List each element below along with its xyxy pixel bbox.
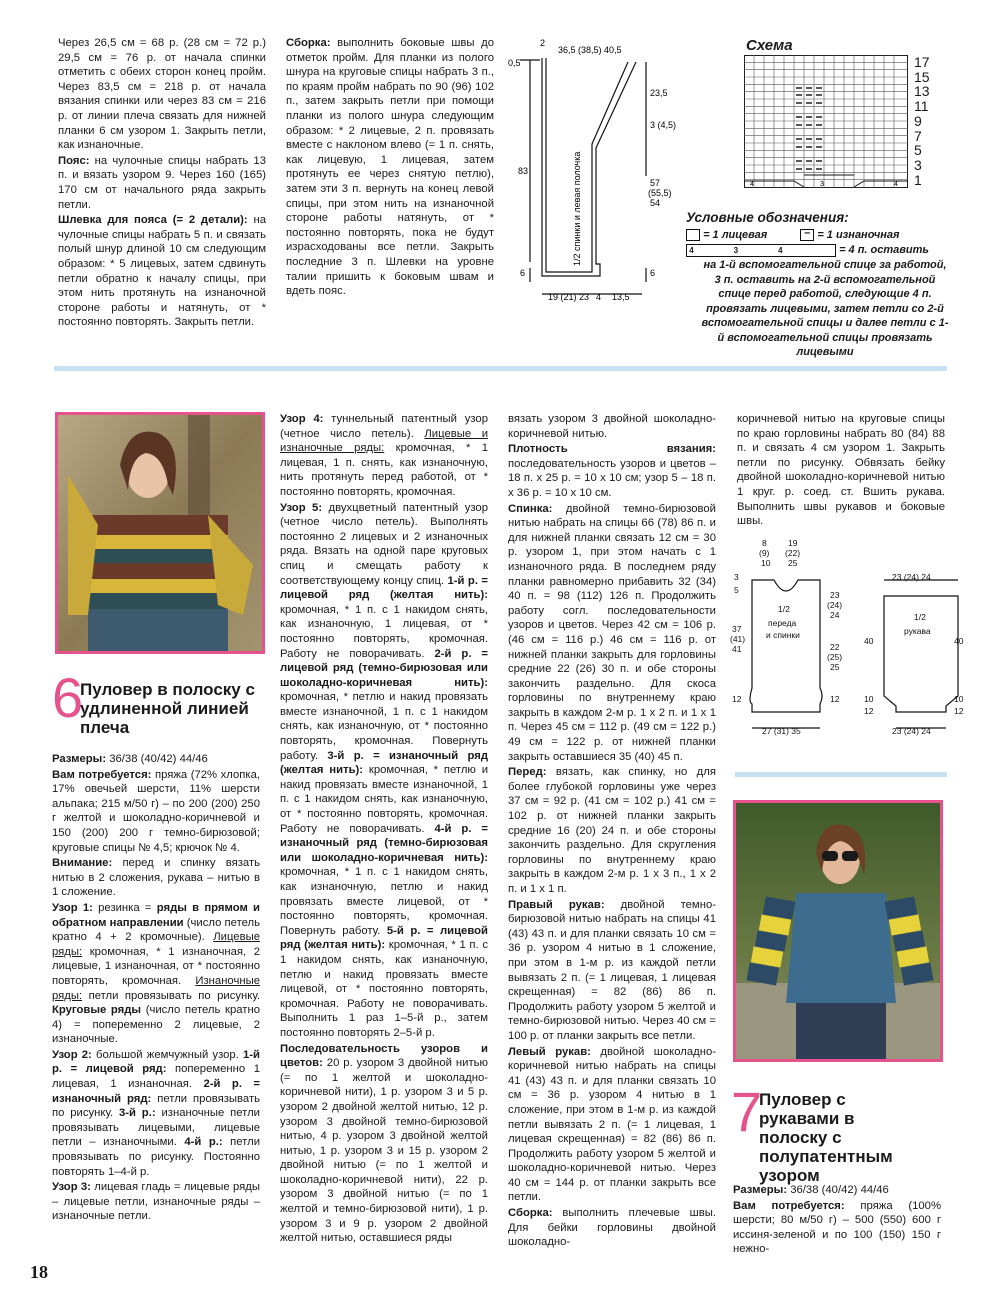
d2-sl-12l: 12 xyxy=(864,706,874,716)
model6-photo-image xyxy=(58,415,262,651)
sizes7-paragraph: Размеры: 36/38 (40/42) 44/46 xyxy=(733,1184,889,1196)
model6-col-1 xyxy=(52,752,260,1225)
legend-row-2: 4 3 4 = 4 п. оставить xyxy=(687,244,929,256)
d2-sl-40l: 40 xyxy=(864,636,874,646)
loop-paragraph: Шлевка для пояса (= 2 детали): на чулочные спицы набрать 5 п. и связать полый шнур длиной 10 см следующим образом: * 5 лицевых, затем сдвинуть петли обратно к началу спицы, при этом нить протянуть на изнаночной стороне работы и натянуть, от * постоянно повторять. Закрыть петли. xyxy=(58,214,266,329)
pattern1-paragraph: Узор 1: резинка = ряды в прямом и обратном направлении (число петель кратно 4 + 2 кромочные). Лицевые ряды: кромочная, * 1 изнаночная, 2 лицевые, 1 изнаночная, от * постоянно повторять, кромочная. Изнаночные ряды: петли провязывать по рисунку. Круговые ряды (число петель кратно 4) = попеременно 2 лицевые, 2 изнаночные. xyxy=(52,901,260,1046)
svg-text:4: 4 xyxy=(750,181,754,188)
model6-col-2 xyxy=(280,412,488,1247)
cable-symbol: 4 3 4 xyxy=(686,244,836,257)
d2-5: 5 xyxy=(734,585,739,595)
schema-title: Схема xyxy=(746,37,793,54)
model7-photo-image xyxy=(736,803,940,1059)
d2-sl-10r: 10 xyxy=(954,694,964,704)
d2-sl-40r: 40 xyxy=(954,636,964,646)
dim-6-right: 6 xyxy=(650,268,656,278)
d2-25p: (25) xyxy=(827,652,843,662)
density-paragraph: Плотность вязания: последовательность узоров и цветов – 18 п. х 25 р. = 10 х 10 см; узор 5 – 18 п. х 36 р. = 10 х 10 см. xyxy=(508,443,716,499)
d2-pereda: переда xyxy=(768,618,797,628)
model6-col-3: вязать узором 3 двойной шоколадно-коричневой нитью. Плотность вязания: последовательность узоров и цветов – 18 п. х 25 р. = 10 х 10 см; узор 5 – 18 п. х 36 р. = 10 х 10 см. Спинка: двойной темно-бирюзовой нитью набрать на спицы 66 (78) 86 п. и для нижней планки связать 12 см = 30 р. узором 1, при этом начать с 1 изнаночного ряда. В последнем ряду планки равномерно прибавить 32 (34) 40 п. = 98 (112) 126 п. Продолжить работу согл. последовательности узоров и цветов. Через 42 см = 106 р. (46 см = 116 р.) 46 см = 116 р. от нижней планки закрыть для горловины средние 22 (26) 30 п. и обе стороны закончить раздельно. Для скоса горловины по внутреннему краю закрыть в каждом 2-м р. 1 х 2 п. и 1 х 1 п. Через 45 см = 112 р. (49 см = 122 р.) 49 см = 122 р. от нижней планки закрыть оставшиеся 35 (40) 45 п. Перед: вязать, как спинку, но для более глубокой горловины уже через 37 см = 92 р. (41 см = 102 р.) 41 см = 102 р. от нижней планки закрыть средние 16 (20) 24 п. и обе стороны закончить раздельно. Для скругления горловины по внутреннему краю закрыть в каждом 2-м р. 1 х 3 п., 1 х 2 п. и 1 х 1 п. Правый рукав: двойной темно-бирюзовой нитью набрать на спицы 41 (43) 43 п. и для планки связать 10 см = 36 р. узором 4 нитью в 1 сложение, при этом в 1-м р. из каждой петли вывязать 2 п. (= 1 лицевая, 1 лицевая скрещенная) = 82 (86) 86 п. Продолжить работу узором 5 желтой и темно-бирюзовой нитью. Через 40 см = 100 р. от планки закрыть все петли. Левый рукав: двойной шоколадно-коричневой нитью набрать на спицы 41 (43) 43 п. и для планки связать 10 см = 36 р. узором 4 нитью в 1 сложение, при этом в 1-м р. из каждой петли вывязать 2 п. (= 1 лицевая, 1 лицевая скрещенная) = 82 (86) 86 п. Продолжить работу узором 5 желтой и шоколадно-коричневой нитью. Через 40 см = 144 р. от планки закрыть все петли. Сборка: выполнить плечевые швы. Для бейки горловины двойной шоколадно- xyxy=(508,413,716,1249)
materials-paragraph: Вам потребуется: пряжа (72% хлопка, 17% овечьей шерсти, 11% шерсти альпака; 215 м/50 г) – по 200 (200) 250 г желтой и шоколадно-коричневой и 150 (200) 200 г темно-бирюзовой; круговые спицы № 4,5; крючок № 4. xyxy=(52,768,260,854)
pattern4-paragraph: Узор 4: туннельный патентный узор (четное число петель). Лицевые и изнаночные ряды: кромочная, * 1 лицевая, 1 п. снять, как изнаночную, нить протянуть перед работой, от * постоянно повторять, кромочная. xyxy=(280,413,489,498)
d2-41p: (41) xyxy=(730,634,746,644)
sequence-paragraph: Последовательность узоров и цветов: 20 р. узором 3 двойной нитью (= по 1 желтой и шоколадно-коричневой нити), 1 р. узором 3 и 5 р. узором 2 двойной желтой нитью, 12 р. узором 3 двойной темно-бирюзовой нитью, 4 р. узором 3 двойной желтой нитью, 1 р. узором 3 и 15 р. узором 2 двойной нитью (= по 1 желтой и шоколадно-коричневой нити), 22 р. узором 3 двойной нитью (= по 1 желтой и темно-бирюзовой нити), 1 р. узором 3 и 9 р. узором 2 двойной желтой нитью, оставшиеся ряды xyxy=(280,1042,488,1245)
dim-345: 3 (4,5) xyxy=(650,120,677,130)
d2-bottom: 27 (31) 35 xyxy=(762,726,801,736)
d2-25: 25 xyxy=(788,558,798,568)
d2-8: 8 xyxy=(762,538,767,548)
attention-paragraph: Внимание: перед и спинку вязать нитью в 2 сложения, рукава – нитью в 1 сложение. xyxy=(52,857,260,899)
purl-stitch-symbol: – xyxy=(800,229,814,241)
d2-3: 3 xyxy=(734,572,739,582)
d2-sl-bottom: 23 (24) 24 xyxy=(892,726,931,736)
legend-text: на 1-й вспомогательной спице за работой, 3 п. оставить на 2-й вспомогательной спице перед работой, следующие 4 п. провязать лицевыми, затем петли со 2-й вспомогательной спицы и далее петли с 1-й вспомогательной спицы провязать лицевыми xyxy=(701,259,949,358)
model7-col xyxy=(733,1183,941,1258)
dim-83: 83 xyxy=(518,166,529,176)
section-divider-2 xyxy=(735,772,947,777)
schema-grid xyxy=(744,55,909,190)
back-instructions: Через 26,5 см = 68 р. (28 см = 72 р.) 29,5 см = 76 р. от начала спинки отметить с обеих сторон конец пройм. Через 83,5 см = 218 р. от начала вязания спинки или через 83 см = 216 р. от линии плеча связать для нижней планки 6 см узором 1. Закрыть петли, как изнаночные. xyxy=(58,37,266,152)
model6-number: 6 xyxy=(52,666,84,729)
d2-sl-12r: 12 xyxy=(954,706,964,716)
d2-12l: 12 xyxy=(732,694,742,704)
schema-row-numbers: 17 15 13 11 9 7 5 3 1 xyxy=(914,54,930,188)
dim-57: 57 xyxy=(650,178,661,188)
back-paragraph: Спинка: двойной темно-бирюзовой нитью набрать на спицы 66 (78) 86 п. и для нижней планки связать 12 см = 30 р. узором 1, при этом начать с 1 изнаночного ряда. В последнем ряду планки равномерно прибавить 32 (34) 40 п. = 98 (112) 126 п. Продолжить работу согл. последовательности узоров и цветов. Через 42 см = 106 р. (46 см = 116 р.) 46 см = 116 р. от нижней планки закрыть для горловины средние 22 (26) 30 п. и обе стороны закончить раздельно. Для скоса горловины по внутреннему краю закрыть в каждом 2-м р. 1 х 2 п. и 1 х 1 п. Через 45 см = 112 р. (49 см = 122 р.) 49 см = 122 р. от нижней планки закрыть оставшиеся 35 (40) 45 п. xyxy=(508,502,716,763)
d2-10: 10 xyxy=(761,558,771,568)
d2-sl-rukava: рукава xyxy=(904,626,931,636)
materials7-paragraph: Вам потребуется: пряжа (100% шерсти; 80 м/50 г) – 500 (550) 600 г иссиня-зеленой и по 100 (150) 150 г нежно- xyxy=(733,1199,941,1256)
neckband-paragraph: коричневой нитью на круговые спицы по краю горловины набрать 80 (84) 88 п. и связать 4 см узором 1. Закрыть петли по рисунку. Обвязать бейку двойной шоколадно-коричневой нитью 1 круг. р. соед. ст. Вшить рукава. Выполнить швы рукавов и боковые швы. xyxy=(737,413,945,528)
dim-top-width: 36,5 (38,5) 40,5 xyxy=(558,45,622,55)
svg-text:3: 3 xyxy=(820,181,824,188)
d2-24: 24 xyxy=(830,610,840,620)
dim-54: 54 xyxy=(650,198,661,208)
top-col-2 xyxy=(286,36,494,300)
legend-title: Условные обозначения: xyxy=(686,210,849,225)
d2-sl-10l: 10 xyxy=(864,694,874,704)
sizes-paragraph: Размеры: 36/38 (40/42) 44/46 xyxy=(52,753,208,765)
model7-title: Пуловер с рукавами в полоску с полупатентным узором xyxy=(759,1090,893,1185)
d2-half: 1/2 xyxy=(778,604,790,614)
assembly6-paragraph: Сборка: выполнить плечевые швы. Для бейки горловины двойной шоколадно- xyxy=(508,1207,716,1249)
dim-135: 13,5 xyxy=(612,292,630,302)
legend-row-1: = 1 лицевая – = 1 изнаночная xyxy=(686,228,900,243)
d2-22: (22) xyxy=(785,548,801,558)
d2-i-spinki: и спинки xyxy=(766,630,800,640)
assembly-paragraph: Сборка: выполнить боковые швы до отметок пройм. Для планки из полого шнура на круговые спицы набрать 3 п., по краям пройм набрать по 90 (96) 102 п., затем закрыть петли при помощи планки из полого шнура следующим образом: * 2 лицевые, 2 п. провязать вместе с наклоном влево (= 1 п. снять, как лицевую, 1 лицевая, затем протянуть ее через снятую петлю), затем эти 3 п. вернуть на конец левой спицы, при этом нить на изнаночной стороне работы натянуть, от * постоянно повторять, пока не будут израсходованы все петли. Закрыть последние 3 п. Шлевки на уровне талии пришить к боковым швам и вдеть пояс. xyxy=(286,37,494,298)
page-number: 18 xyxy=(30,1262,48,1282)
dim-4: 4 xyxy=(596,292,602,302)
pattern-diagram-front-sleeve xyxy=(728,536,968,746)
d2-24p: (24) xyxy=(827,600,843,610)
d2-22b: 22 xyxy=(830,642,840,652)
model7-photo xyxy=(733,800,943,1062)
front-paragraph: Перед: вязать, как спинку, но для более глубокой горловины уже через 37 см = 92 р. (41 см = 102 р.) 41 см = 102 р. от нижней планки закрыть средние 16 (20) 24 п. и обе стороны закончить раздельно. Для скругления горловины по внутреннему краю закрыть в каждом 2-м р. 1 х 3 п., 1 х 2 п. и 1 х 1 п. xyxy=(508,766,716,895)
section-divider xyxy=(54,366,947,371)
model6-title: Пуловер в полоску с удлиненной линией плеча xyxy=(80,680,255,737)
pattern3-paragraph: Узор 3: лицевая гладь = лицевые ряды – лицевые петли, изнаночные ряды – изнаночные петли. xyxy=(52,1181,260,1223)
d2-12r: 12 xyxy=(830,694,840,704)
dim-bottom: 19 (21) 23 xyxy=(548,292,590,302)
pattern-diagram-back xyxy=(500,36,680,316)
pattern5-paragraph: Узор 5: двухцветный патентный узор (четное число петель). Выполнять постоянно 2 лицевых и 2 изнаночных ряда. Вязать на одной паре круговых спиц и смещать работу к соответствующему концу спиц. 1-й р. = лицевой ряд (желтая нить): кромочная, * 1 п. с 1 накидом снять, как изнаночную, 1 лицевая, от * постоянно повторять, кромочная. Работу не поворачивать. 2-й р. = лицевой ряд (темно-бирюзовая или шоколадно-коричневая нить): кромочная, * петлю и накид провязать вместе изнаночной, 1 п. с 1 накидом снять, как изнаночную, от * постоянно повторять, кромочная. Повернуть работу. 3-й р. = изнаночный ряд (желтая нить): кромочная, * петлю и накид провязать вместе изнаночной, 1 п. с 1 накидом снять, как изнаночную, от * постоянно повторять, кромочная. Работу не поворачивать. 4-й р. = изнаночный ряд (темно-бирюзовая или шоколадно-коричневая нить): кромочная, * 1 п. с 1 накидом снять, как изнаночную, петлю и накид провязать вместе лицевой, от * постоянно повторять, кромочная. Повернуть работу. 5-й р. = лицевой ряд (желтая нить): кромочная, * 1 п. с 1 накидом снять, как изнаночную, петлю и накид провязать вместе лицевой, от * постоянно повторять, кромочная. Работу не поворачивать. Выполнить 1 раз 1–5-й р., затем постоянно повторять 2–5-й р. xyxy=(280,501,489,1039)
belt-paragraph: Пояс: на чулочные спицы набрать 13 п. и вязать узором 9. Через 160 (165) 170 см от начального ряда закрыть петли. xyxy=(58,154,266,211)
left-sleeve-paragraph: Левый рукав: двойной шоколадно-коричневой нитью набрать на спицы 41 (43) 43 п. и для планки связать 10 см = 36 р. узором 4 нитью в 1 сложение, при этом в 1-м р. из каждой петли вывязать 2 п. (= 1 лицевая, 1 лицевая скрещенная) = 82 (86) 86 п. Продолжить работу узором 5 желтой и шоколадно-коричневой нитью. Через 40 см = 144 р. от планки закрыть все петли. xyxy=(508,1045,716,1204)
model7-number: 7 xyxy=(731,1080,763,1143)
svg-text:4: 4 xyxy=(894,181,898,188)
right-sleeve-paragraph: Правый рукав: двойной темно-бирюзовой нитью набрать на спицы 41 (43) 43 п. и для планки связать 10 см = 36 р. узором 4 нитью в 1 сложение, при этом в 1-м р. из каждой петли вывязать 2 п. (= 1 лицевая, 1 лицевая скрещенная) = 82 (86) 86 п. Продолжить работу узором 5 желтой и темно-бирюзовой нитью. Через 40 см = 100 р. от планки закрыть все петли. xyxy=(508,898,716,1042)
diagram-vertical-label: 1/2 спинки и левая полочка xyxy=(572,151,582,266)
pattern2-paragraph: Узор 2: большой жемчужный узор. 1-й р. = лицевой ряд: попеременно 1 лицевая, 1 изнаночная. 2-й р. = изнаночный ряд: петли провязывать по рисунку. 3-й р.: изнаночные петли провязывать лицевыми, лицевые петли – изнаночными. 4-й р.: петли провязывать по рисунку. Постоянно повторять 1–4-й р. xyxy=(52,1048,261,1178)
d2-19: 19 xyxy=(788,538,798,548)
knit-stitch-symbol xyxy=(686,229,700,241)
dim-05: 0,5 xyxy=(508,58,521,68)
dim-555: (55,5) xyxy=(648,188,672,198)
d2-41: 41 xyxy=(732,644,742,654)
d2-37: 37 xyxy=(732,624,742,634)
model6-col-4 xyxy=(737,412,945,530)
d2-sl-half: 1/2 xyxy=(914,612,926,622)
top-col-1 xyxy=(58,36,266,331)
d2-sl-top: 23 (24) 24 xyxy=(892,572,931,582)
dim-top-a: 2 xyxy=(540,38,546,48)
d2-9: (9) xyxy=(759,548,770,558)
model6-photo xyxy=(55,412,265,654)
d2-25b: 25 xyxy=(830,662,840,672)
dim-6-left: 6 xyxy=(520,268,526,278)
d2-23: 23 xyxy=(830,590,840,600)
dim-235: 23,5 xyxy=(650,88,668,98)
